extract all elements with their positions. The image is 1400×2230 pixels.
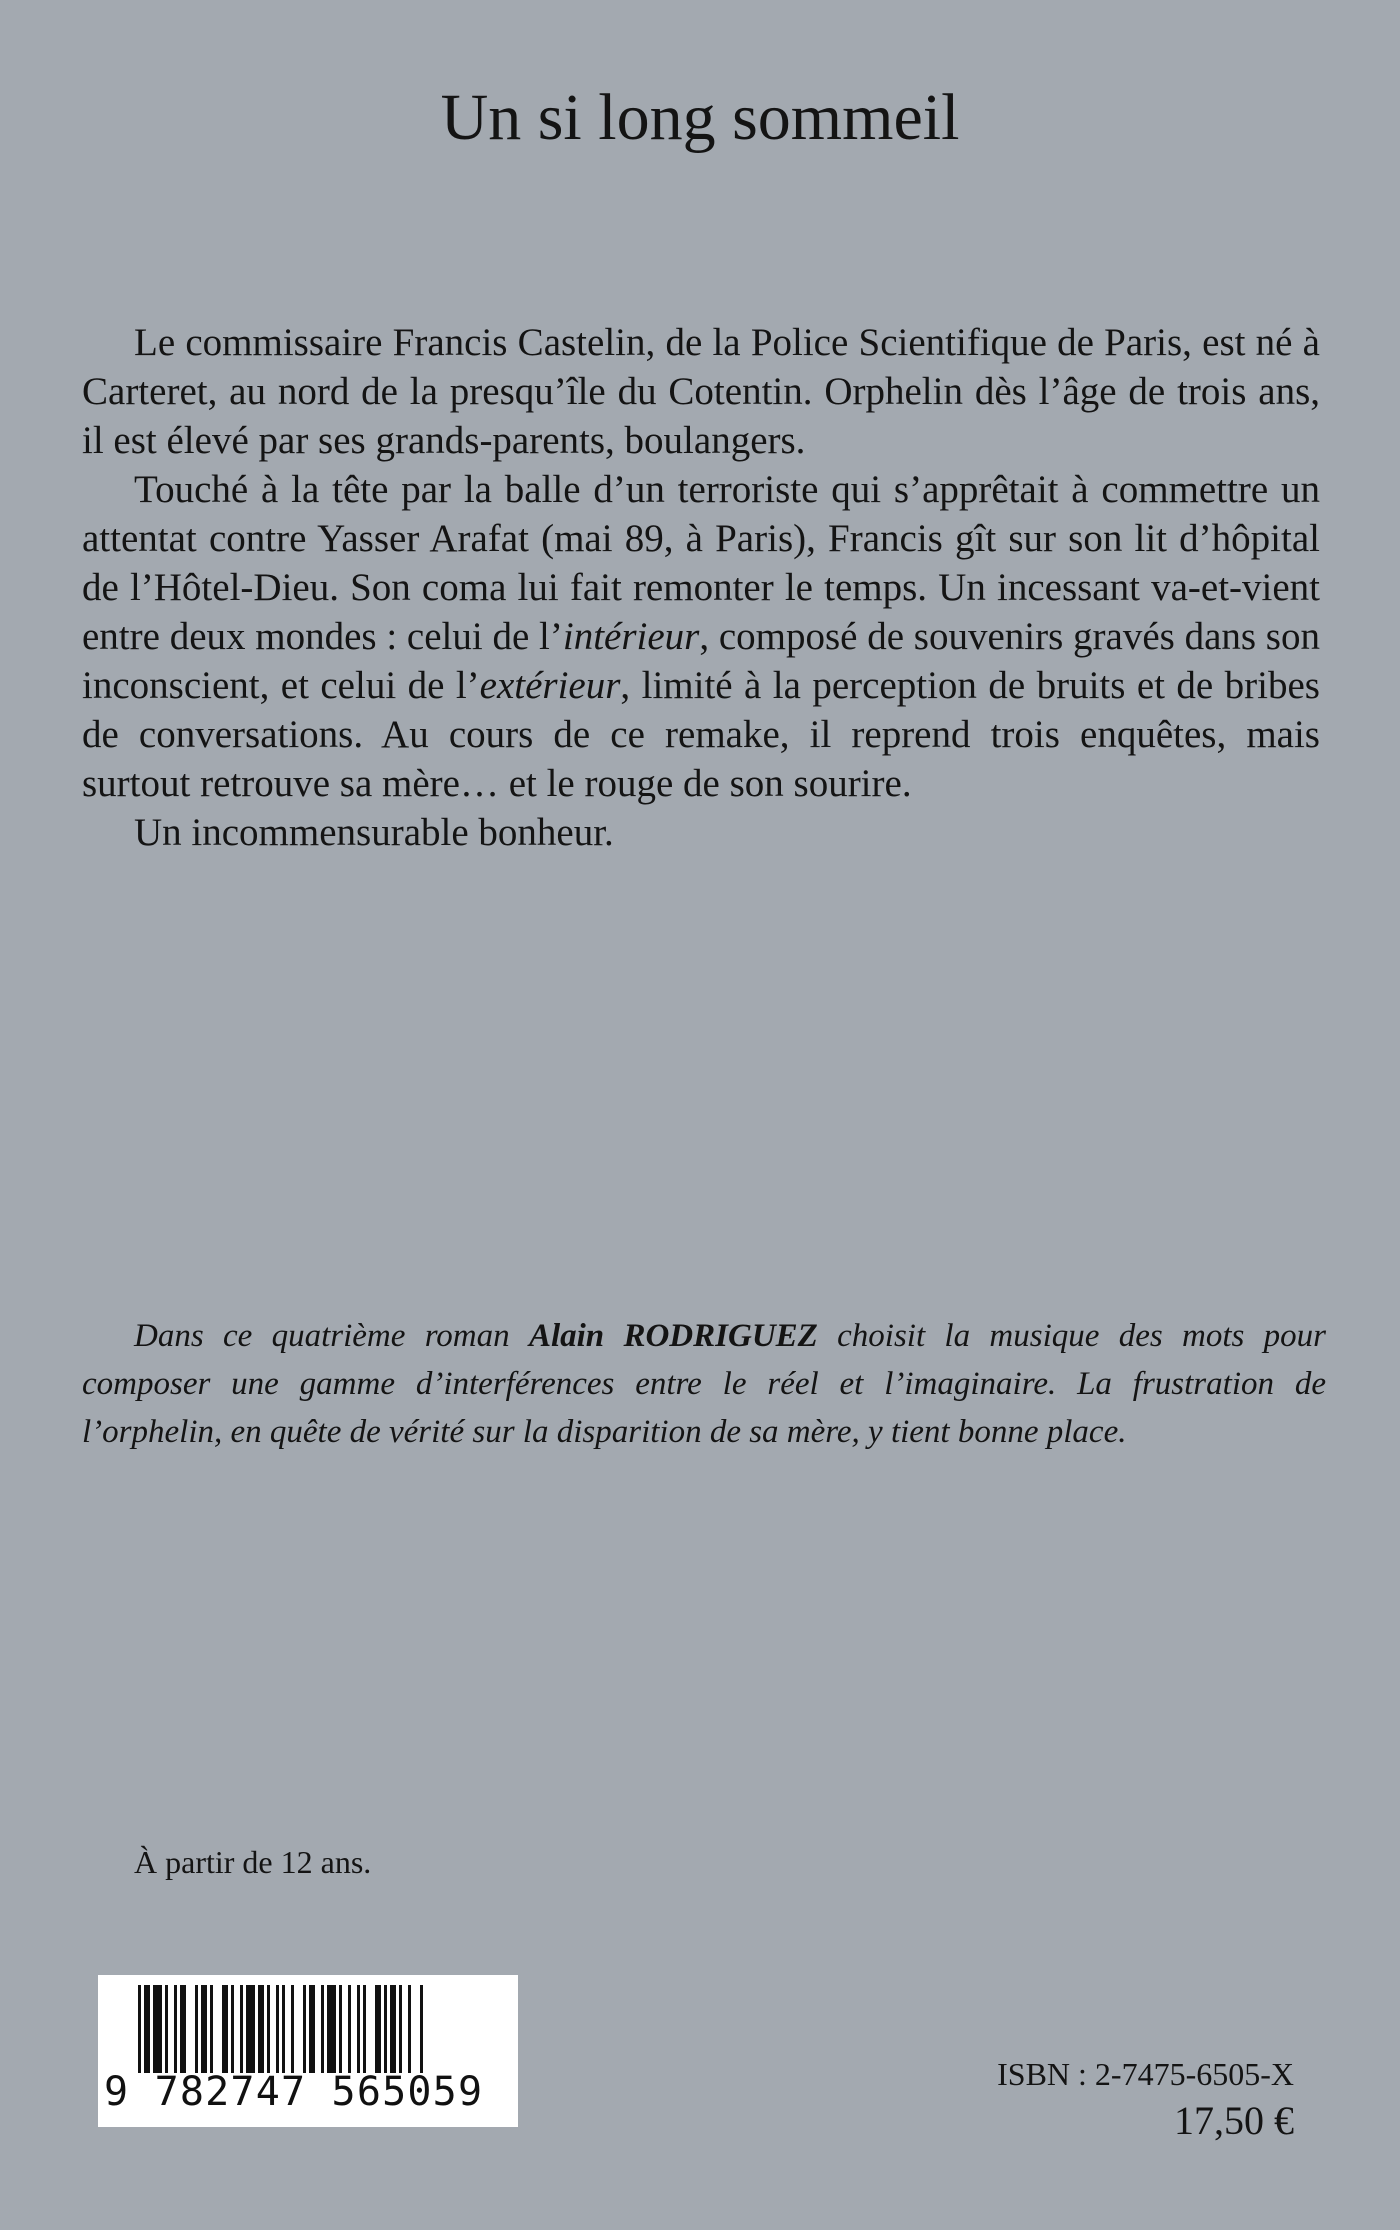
barcode-bar xyxy=(339,1985,342,2073)
barcode-bar xyxy=(375,1985,381,2073)
book-summary xyxy=(82,318,1320,857)
barcode-bar xyxy=(153,1985,162,2073)
barcode-bar xyxy=(144,1985,150,2073)
emphasis-interieur: intérieur xyxy=(562,615,700,658)
barcode-bar xyxy=(276,1985,279,2073)
barcode-bar xyxy=(246,1985,255,2073)
barcode-bar xyxy=(399,1985,402,2073)
summary-paragraph-2 xyxy=(82,465,1320,808)
barcode-digits: 9 782747 565059 xyxy=(104,2069,484,2115)
barcode-bar xyxy=(291,1985,294,2073)
barcode-bar xyxy=(420,1985,423,2073)
summary-text: , limité à la perception de bruits et de bribes de conversations. Au cours de ce remake, il reprend trois enquêtes, mais surtout retrouve sa mère… et le rouge de son sourire. xyxy=(82,664,1320,805)
barcode-bar xyxy=(240,1985,243,2073)
barcode-bar xyxy=(303,1985,306,2073)
summary-text: , composé de souvenirs gravés dans son inconscient, et celui de l’ xyxy=(82,615,1320,707)
barcode-bar xyxy=(357,1985,360,2073)
barcode-bar xyxy=(195,1985,198,2073)
barcode-bar xyxy=(231,1985,234,2073)
barcode-bar xyxy=(210,1985,213,2073)
barcode-bar xyxy=(174,1985,177,2073)
author-note-paragraph xyxy=(82,1312,1326,1456)
author-note-text: Dans ce quatrième roman xyxy=(134,1318,529,1354)
barcode-bar xyxy=(408,1985,411,2073)
barcode-bar xyxy=(165,1985,168,2073)
author-note-text: choisit la musique des mots pour composer une gamme d’interférences entre le réel et l’imaginaire. La frustration de l’orphelin, en quête de vérité sur la disparition de sa mère, y tient bonne place. xyxy=(82,1318,1326,1450)
summary-paragraph-1: Le commissaire Francis Castelin, de la Police Scientifique de Paris, est né à Carteret, au nord de la presqu’île du Cotentin. Orphelin dès l’âge de trois ans, il est élevé par ses grands-parents, boulangers. xyxy=(82,321,1320,462)
barcode-bar xyxy=(363,1985,366,2073)
barcode-bar xyxy=(138,1985,141,2073)
barcode-bar xyxy=(201,1985,207,2073)
summary-text: Touché à la tête par la balle d’un terroriste qui s’apprêtait à commettre un attentat contre Yasser Arafat (mai 89, à Paris), Francis gît sur son lit d’hôpital de l’Hôtel-Dieu. Son coma lui fait remonter le temps. Un incessant va-et-vient entre deux mondes : celui de l’ xyxy=(82,468,1320,658)
author-name: Alain RODRIGUEZ xyxy=(528,1318,818,1354)
barcode-bar xyxy=(321,1985,324,2073)
barcode-bar xyxy=(222,1985,228,2073)
barcode xyxy=(98,1975,518,2127)
barcode-bar xyxy=(327,1985,336,2073)
barcode-bar xyxy=(390,1985,396,2073)
summary-paragraph-3: Un incommensurable bonheur. xyxy=(134,811,614,854)
book-title: Un si long sommeil xyxy=(440,81,960,154)
barcode-bar xyxy=(309,1985,315,2073)
barcode-bar xyxy=(282,1985,285,2073)
barcode-bar xyxy=(180,1985,186,2073)
barcode-bar xyxy=(384,1985,387,2073)
isbn: ISBN : 2-7475-6505-X xyxy=(997,2056,1294,2092)
age-recommendation: À partir de 12 ans. xyxy=(134,1844,372,1880)
price: 17,50 € xyxy=(1174,2098,1294,2143)
barcode-bar xyxy=(348,1985,351,2073)
barcode-bar xyxy=(267,1985,270,2073)
barcode-bar xyxy=(258,1985,264,2073)
emphasis-exterieur: extérieur xyxy=(479,664,621,707)
author-note xyxy=(82,1312,1326,1456)
